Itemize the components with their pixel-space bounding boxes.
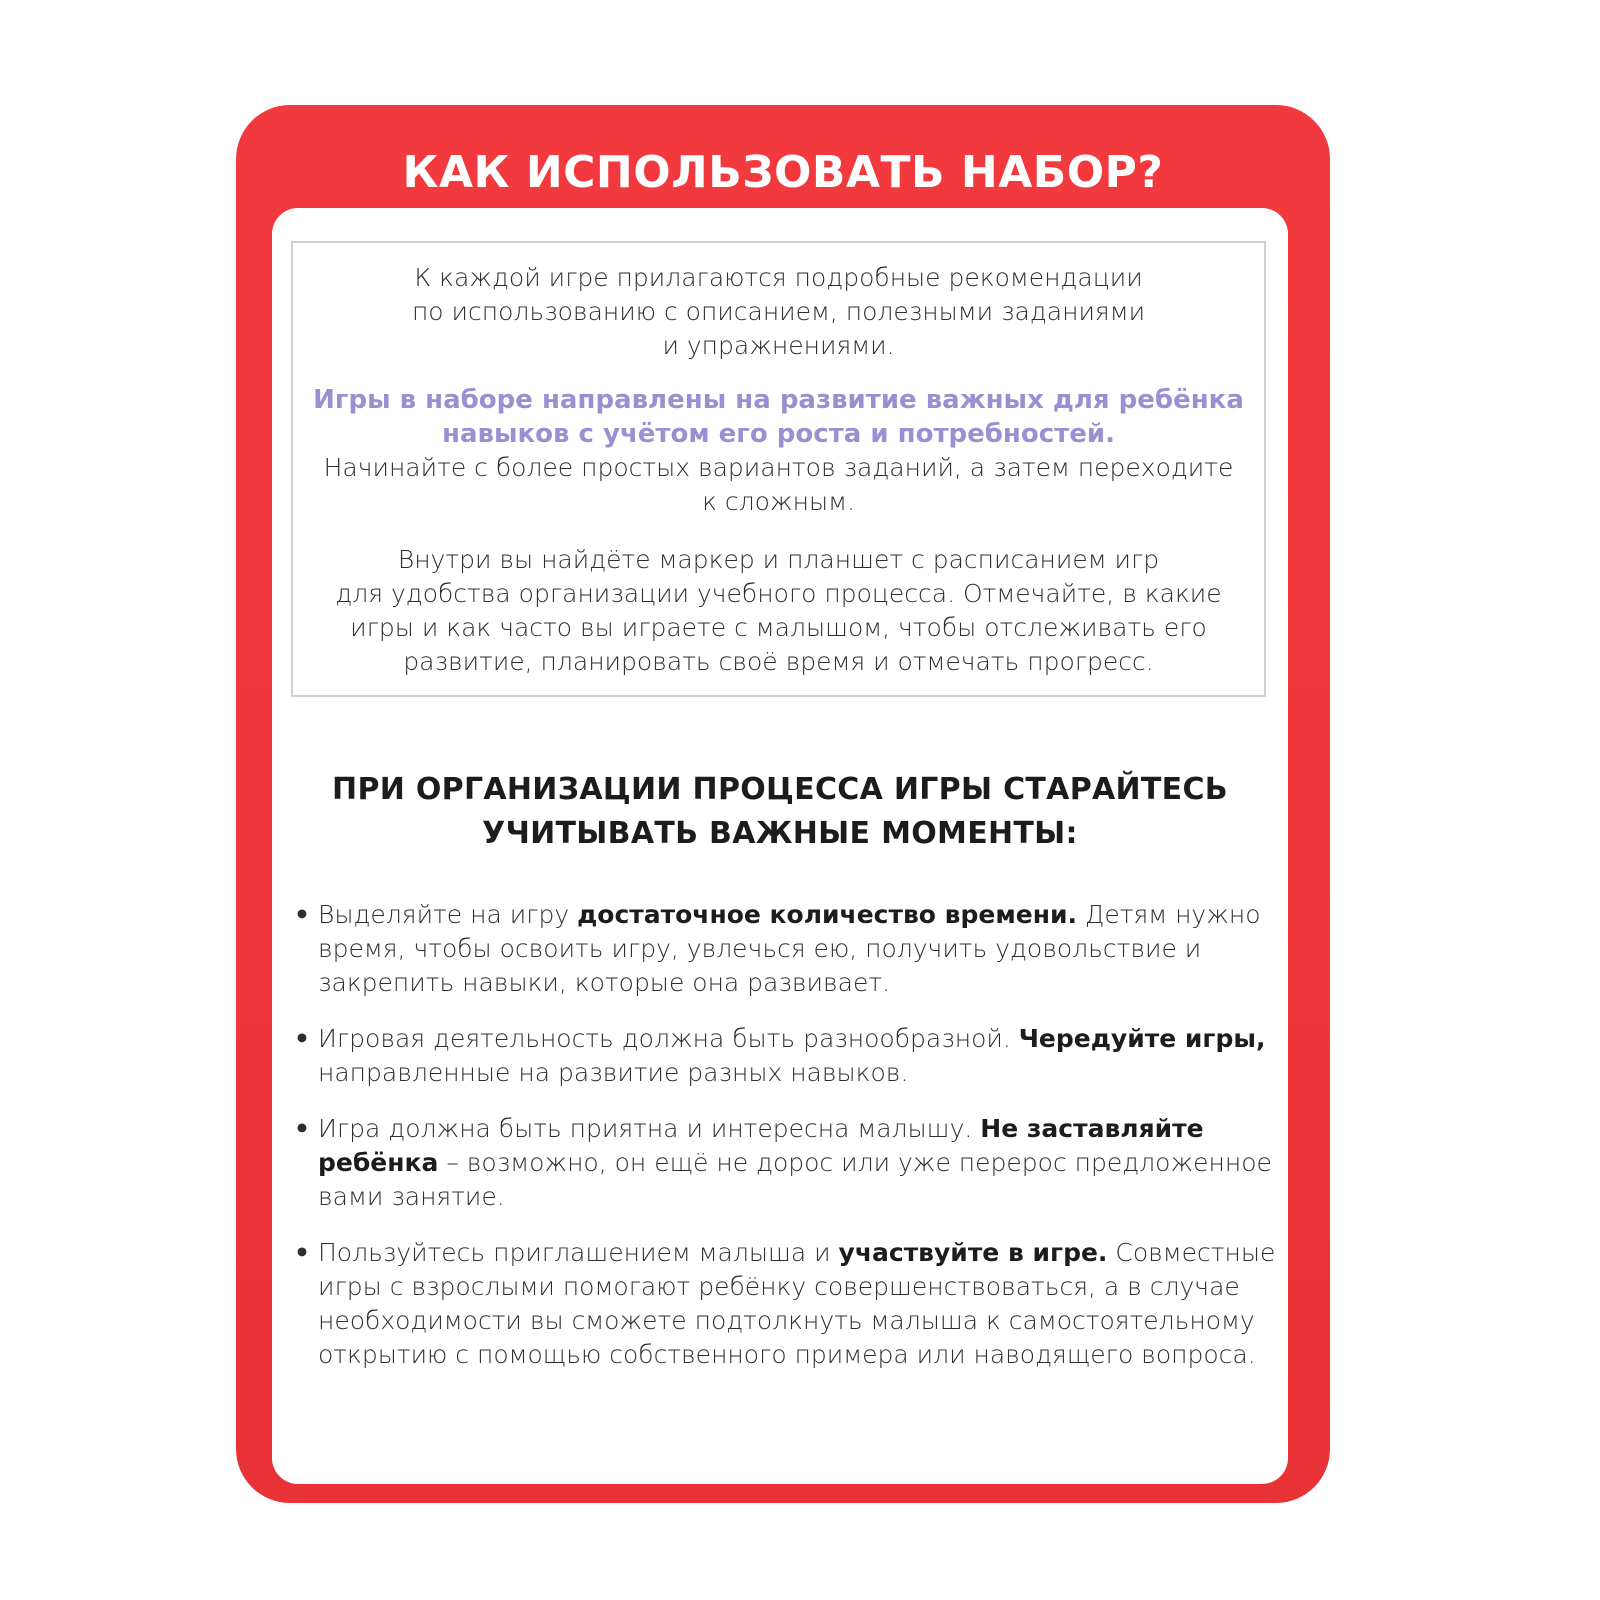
tips-list bbox=[292, 898, 1282, 1394]
bullet-icon: • bbox=[294, 900, 310, 929]
intro-accent-line: навыков с учётом его роста и потребностей. bbox=[442, 419, 1115, 449]
instruction-card bbox=[236, 105, 1330, 1503]
tip-item bbox=[292, 1022, 1282, 1090]
section-heading-line: ПРИ ОРГАНИЗАЦИИ ПРОЦЕССА ИГРЫ СТАРАЙТЕСЬ bbox=[332, 772, 1228, 807]
tip-item bbox=[292, 1236, 1282, 1372]
intro-p2-line: к сложным. bbox=[702, 487, 855, 516]
tip-text: Игра должна быть приятна и интересна малышу. bbox=[318, 1114, 981, 1143]
tip-item bbox=[292, 1112, 1282, 1214]
bullet-icon: • bbox=[294, 1114, 310, 1143]
tip-emphasis: достаточное количество времени. bbox=[577, 900, 1078, 929]
tip-text: Совместные игры с взрослыми помогают ребёнку совершенствоваться, а в случае необходимости вы сможете подтолкнуть малыша к самостоятельному открытию с помощью собственного примера или наводящего вопроса. bbox=[318, 1238, 1276, 1369]
bullet-icon: • bbox=[294, 1024, 310, 1053]
tip-emphasis: Чередуйте игры, bbox=[1018, 1024, 1266, 1053]
tip-text: направленные на развитие разных навыков. bbox=[318, 1058, 909, 1087]
intro-paragraph-development bbox=[293, 383, 1264, 519]
tip-emphasis: Не заставляйте ребёнка bbox=[318, 1114, 1204, 1177]
tip-text: Пользуйтесь приглашением малыша и bbox=[318, 1238, 839, 1267]
section-heading bbox=[272, 768, 1288, 856]
tip-emphasis: участвуйте в игре. bbox=[838, 1238, 1108, 1267]
intro-paragraph-marker bbox=[293, 543, 1264, 679]
intro-p2-line: Начинайте с более простых вариантов заданий, а затем переходите bbox=[323, 453, 1234, 482]
intro-p1-line: и упражнениями. bbox=[662, 331, 895, 360]
tip-item bbox=[292, 898, 1282, 1000]
card-title: КАК ИСПОЛЬЗОВАТЬ НАБОР? bbox=[402, 147, 1164, 198]
intro-p1-line: по использованию с описанием, полезными заданиями bbox=[411, 297, 1146, 326]
intro-p3-line: развитие, планировать своё время и отмечать прогресс. bbox=[403, 647, 1154, 676]
bullet-icon: • bbox=[294, 1238, 310, 1267]
intro-p3-line: игры и как часто вы играете с малышом, чтобы отслеживать его bbox=[350, 613, 1207, 642]
intro-accent-line: Игры в наборе направлены на развитие важных для ребёнка bbox=[313, 385, 1244, 415]
content-panel bbox=[272, 208, 1288, 1484]
intro-paragraph-recommendations bbox=[293, 261, 1264, 363]
intro-p3-line: Внутри вы найдёте маркер и планшет с расписанием игр bbox=[397, 545, 1160, 574]
intro-p1-line: К каждой игре прилагаются подробные рекомендации bbox=[414, 263, 1143, 292]
tip-text: Игровая деятельность должна быть разнообразной. bbox=[318, 1024, 1019, 1053]
section-heading-line: УЧИТЫВАТЬ ВАЖНЫЕ МОМЕНТЫ: bbox=[482, 816, 1078, 851]
tip-text: – возможно, он ещё не дорос или уже перерос предложенное вами занятие. bbox=[318, 1148, 1272, 1211]
tip-text: Выделяйте на игру bbox=[318, 900, 578, 929]
intro-p3-line: для удобства организации учебного процесса. Отмечайте, в какие bbox=[335, 579, 1222, 608]
intro-box bbox=[291, 241, 1266, 697]
tip-text: Детям нужно время, чтобы освоить игру, увлечься ею, получить удовольствие и закрепить навыки, которые она развивает. bbox=[318, 900, 1261, 997]
